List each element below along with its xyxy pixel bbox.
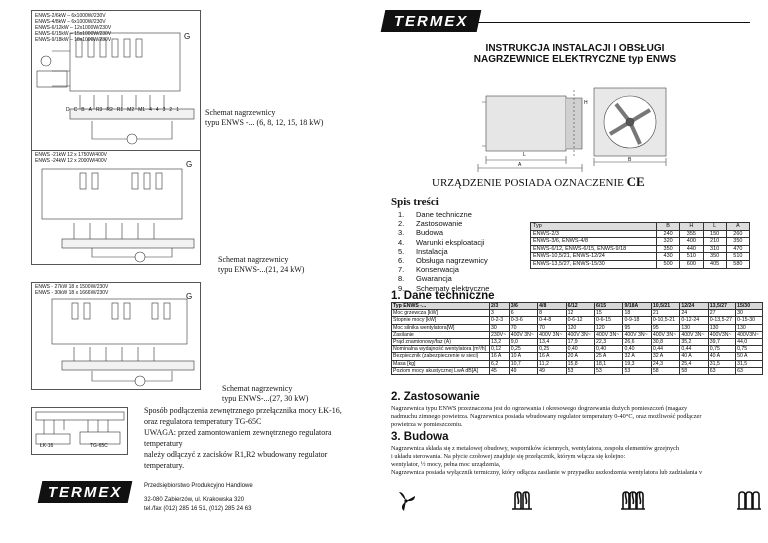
toc-item: 4. Warunki eksploatacji [398, 237, 485, 247]
spec-cell: 18 [623, 310, 651, 317]
toc-item: 9. Schematy elektryczne [398, 283, 490, 293]
spec-cell: 13,4 [538, 339, 566, 346]
spec-row-label: Masa [kg] [392, 360, 490, 367]
spec-cell: 400V 3N~ [566, 331, 594, 338]
ce-mark: CE [626, 174, 645, 189]
spec-cell: 0,40 [595, 346, 623, 353]
fan-icon [395, 490, 417, 512]
toc-item: 8. Gwarancja [398, 274, 452, 284]
spec-cell: 8 [538, 310, 566, 317]
spec-cell: 27 [708, 310, 735, 317]
full-power-heater-icon [619, 489, 647, 511]
spec-cell: 400V 3N~ [623, 331, 651, 338]
spec-cell: 24,3 [651, 360, 679, 367]
section-3-text: Nagrzewnica składa się z metalowej obudowy, wsporników ściennych, wentylatora, zespołu elementów grzejnych i układu sterowania. Na płycie czołowej znajduje się przełącznik, którym włącza się kolejno: wentylator, ½ mocy, pełna moc urządzenia, Nagrzewnica posiada wyłącznik termiczny, który odłącza zasilanie w przypadku uszkodzenia wentylatora lub zadziałania v [391, 445, 703, 476]
table-row: ENWS-10,5/21, ENWS-12/24 430 510 350 510 [531, 253, 750, 261]
spec-cell: 40 A [680, 353, 708, 360]
section-2-text: Nagrzewnica typu ENWS przeznaczona jest do ogrzewania i okresowego dogrzewania dużych pomieszczeń (magazy nadmuchu zimnego powietrza. Nagrzewnica posiada wbudowany regulator temperatury 0-40°C, oraz możliwość podłączer powietrza w pomieszczeniu. [391, 405, 702, 428]
table-row: ENWS-13,5/27, ENWS-15/30 500 600 405 580 [531, 260, 750, 268]
spec-cell: 25 A [595, 353, 623, 360]
spec-cell: 16 A [490, 353, 510, 360]
toc-item: 2. Zastosowanie [398, 219, 463, 229]
header-logo: TERMEX [381, 10, 482, 32]
spec-header-type: Typ ENWS -... [392, 303, 490, 310]
thermal-cutout-icon [735, 489, 763, 511]
spec-cell: 0,40 [566, 346, 594, 353]
toc-item: 5. Instalacja [398, 246, 448, 256]
spec-table [391, 302, 763, 375]
dim-l: L [523, 152, 526, 158]
spec-cell: 49 [509, 367, 537, 374]
spec-cell: 53 [566, 367, 594, 374]
table-row [392, 360, 763, 367]
table-row [392, 339, 763, 346]
spec-cell: 3 [490, 310, 510, 317]
spec-cell: 58 [680, 367, 708, 374]
diagram3-legend: ENWS - 27kW 18 x 1500W/230V ENWS - 30kW 18 x 1666W/230V [35, 284, 109, 296]
spec-cell: 400V3N~ [736, 331, 763, 338]
spec-row-label: Stopnie mocy [kW] [392, 317, 490, 324]
spec-cell: 30 [490, 324, 510, 331]
spec-cell: 400V 3N~ [538, 331, 566, 338]
spec-header-cell: 9/18A [623, 303, 651, 310]
spec-header-cell: 2/3 [490, 303, 510, 310]
spec-cell: 44,0 [736, 339, 763, 346]
spec-cell: 35,2 [680, 339, 708, 346]
regulator-label-tg65c: TG-65C [90, 443, 108, 449]
spec-cell: 6 [509, 310, 537, 317]
spec-cell: 0,12 [490, 346, 510, 353]
doc-title: INSTRUKCJA INSTALACJI I OBSŁUGI NAGRZEWNICE ELEKTRYCZNE typ ENWS [473, 43, 677, 65]
footer-logo: TERMEX [38, 481, 133, 503]
spec-cell: 6,2 [490, 360, 510, 367]
spec-cell: 18,1 [595, 360, 623, 367]
spec-cell: 9,0 [509, 339, 537, 346]
spec-cell: 130 [736, 324, 763, 331]
spec-cell: 120 [566, 324, 594, 331]
spec-cell: 24 [680, 310, 708, 317]
table-row [392, 346, 763, 353]
spec-cell: 30 [736, 310, 763, 317]
spec-cell: 15,8 [566, 360, 594, 367]
dim-b: B [628, 157, 632, 163]
dimensions-table [530, 222, 750, 269]
spec-cell: 0-9-18 [623, 317, 651, 324]
header-rule [478, 22, 750, 23]
spec-cell: 63 [708, 367, 735, 374]
spec-cell: 0-4-8 [538, 317, 566, 324]
spec-row-label: Zasilanie [392, 331, 490, 338]
spec-cell: 70 [509, 324, 537, 331]
spec-cell: 70 [538, 324, 566, 331]
spec-header-cell: 15/30 [736, 303, 763, 310]
spec-row-label: Poziom mocy akustycznej LwA dB[A] [392, 367, 490, 374]
table-row: ENWS-3/6, ENWS-4/8 320 400 210 350 [531, 238, 750, 246]
table-row [392, 310, 763, 317]
spec-cell: 11,2 [538, 360, 566, 367]
spec-cell: 22,3 [595, 339, 623, 346]
diagram1-terminals: D C B A R3 R2 R1 M2 M1 4 4 3 2 1 [66, 107, 179, 113]
spec-header-cell: 10,5/21 [651, 303, 679, 310]
spec-cell: 0,40 [623, 346, 651, 353]
spec-cell: 400V3N~ [708, 331, 735, 338]
spec-cell: 58 [651, 367, 679, 374]
spec-cell: 16 A [538, 353, 566, 360]
spec-header-cell: 6/15 [595, 303, 623, 310]
spec-cell: 0-6-12 [566, 317, 594, 324]
spec-cell: 20 A [566, 353, 594, 360]
spec-cell: 95 [651, 324, 679, 331]
toc-item: 7. Konserwacja [398, 265, 459, 275]
spec-row-label: Bezpiecznik (zabezpieczenie w sieci) [392, 353, 490, 360]
spec-cell: 21 [651, 310, 679, 317]
spec-cell: 12 [566, 310, 594, 317]
connection-note: Sposób podłączenia zewnętrznego przełącznika mocy ŁK-16, oraz regulatora temperatury TG-65C UWAGA: przed zamontowaniem zewnętrznego regulatora temperatury należy odłączyć z zacisków R1,R2 wbudowany regulator temperatury. [144, 406, 342, 470]
spec-cell: 40 A [708, 353, 735, 360]
spec-cell: 230V~ [490, 331, 510, 338]
spec-cell: 130 [680, 324, 708, 331]
toc-item: 3. Budowa [398, 228, 444, 238]
table-row [392, 353, 763, 360]
spec-cell: 63 [736, 367, 763, 374]
spec-cell: 31,5 [708, 360, 735, 367]
section-2-title: 2. Zastosowanie [391, 391, 480, 403]
spec-cell: 32 A [651, 353, 679, 360]
table-row [392, 317, 763, 324]
dim-a: A [518, 162, 522, 168]
table-row [392, 303, 763, 310]
toc-title: Spis treści [391, 196, 439, 208]
spec-row-label: Prąd znamionowy/faz (A) [392, 339, 490, 346]
spec-cell: 39,7 [708, 339, 735, 346]
spec-cell: 53 [623, 367, 651, 374]
wiring-diagram-2 [31, 150, 201, 265]
spec-cell: 400V 3N~ [509, 331, 537, 338]
spec-cell: 0,25 [538, 346, 566, 353]
spec-cell: 0,44 [680, 346, 708, 353]
spec-row-label: Nominalna wydajność wentylatora [m³/h] [392, 346, 490, 353]
spec-cell: 53 [595, 367, 623, 374]
diagram1-legend: ENWS-2/6kW – 6x1000W/230V ENWS-4/8kW – 6x1000W/230V ENWS-6/12kW – 12x1000W/230V ENWS-6/15kW – 15x1000W/230V ENWS-9/18kW – 18x1000W/230V [35, 13, 112, 43]
spec-cell: 0,44 [651, 346, 679, 353]
table-row: Typ B H L A [531, 223, 750, 231]
table-row [392, 367, 763, 374]
spec-cell: 50 A [736, 353, 763, 360]
table-row [392, 324, 763, 331]
spec-cell: 0-6-15 [595, 317, 623, 324]
diagram3-caption: Schemat nagrzewnicy typu ENWS-...(27, 30 kW) [222, 384, 309, 403]
diagram2-legend: ENWS -21kW 12 x 1750W/400V ENWS -24kW 12 x 2000W/400V [35, 152, 107, 164]
spec-cell: 32 A [623, 353, 651, 360]
diagram2-label-g: G [186, 160, 193, 169]
diagram1-label-g: G [184, 32, 191, 41]
spec-cell: 0-3-6 [509, 317, 537, 324]
spec-row-label: Moc grzewcza [kW] [392, 310, 490, 317]
dim-h: H [584, 100, 588, 106]
company-info: Przedsiębiorstwo Produkcyjno Handlowe 32-080 Zabierzów, ul. Krakowska 320 tel./fax (012) 285 16 51, (012) 285 24 63 [144, 483, 253, 512]
spec-cell: 0-10,5-21 [651, 317, 679, 324]
device-drawing [470, 76, 710, 176]
diagram2-caption: Schemat nagrzewnicy typu ENWS-...(21, 24 kW) [218, 255, 305, 274]
spec-cell: 0,75 [708, 346, 735, 353]
regulator-label-lk16: ŁK-16 [40, 443, 54, 449]
spec-cell: 31,5 [736, 360, 763, 367]
spec-cell: 0,25 [509, 346, 537, 353]
ce-statement: URZĄDZENIE POSIADA OZNACZENIE CE [432, 174, 645, 189]
table-row: ENWS-6/12, ENWS-6/15, ENWS-9/18 350 440 310 470 [531, 245, 750, 253]
spec-cell: 0-12-24 [680, 317, 708, 324]
toc-list [398, 210, 489, 293]
spec-cell: 19,3 [623, 360, 651, 367]
table-row: ENWS-2/3 240 355 150 260 [531, 230, 750, 238]
spec-cell: 15 [595, 310, 623, 317]
spec-header-cell: 12/24 [680, 303, 708, 310]
spec-cell: 17,9 [566, 339, 594, 346]
spec-cell: 0-2-3 [490, 317, 510, 324]
spec-cell: 13,2 [490, 339, 510, 346]
spec-header-cell: 3/6 [509, 303, 537, 310]
spec-cell: 25,4 [680, 360, 708, 367]
toc-item: 1. Dane techniczne [398, 210, 472, 219]
spec-cell: 400V 3N~ [680, 331, 708, 338]
spec-cell: 45 [490, 367, 510, 374]
half-power-heater-icon [510, 489, 534, 511]
spec-header-cell: 6/12 [566, 303, 594, 310]
spec-cell: 30,8 [651, 339, 679, 346]
diagram1-caption: Schemat nagrzewnicy typu ENWS -... (6, 8, 12, 15, 18 kW) [205, 108, 324, 127]
spec-cell: 10,7 [509, 360, 537, 367]
section-1-title: 1. Dane techniczne [391, 290, 495, 302]
wiring-diagram-3 [31, 282, 201, 390]
spec-cell: 10 A [509, 353, 537, 360]
spec-cell: 95 [623, 324, 651, 331]
spec-cell: 26,6 [623, 339, 651, 346]
spec-cell: 400V 3N~ [595, 331, 623, 338]
table-row [392, 331, 763, 338]
spec-row-label: Moc silnika wentylatora[W] [392, 324, 490, 331]
spec-header-cell: 4/8 [538, 303, 566, 310]
spec-header-cell: 13,5/27 [708, 303, 735, 310]
spec-cell: 49 [538, 367, 566, 374]
spec-cell: 130 [708, 324, 735, 331]
spec-cell: 120 [595, 324, 623, 331]
spec-cell: 400V 3N~ [651, 331, 679, 338]
spec-cell: 0-15-30 [736, 317, 763, 324]
diagram3-label-g: G [186, 292, 193, 301]
spec-cell: 0-13,5-27 [708, 317, 735, 324]
toc-item: 6. Obsługa nagrzewnicy [398, 256, 488, 266]
section-3-title: 3. Budowa [391, 431, 449, 443]
spec-cell: 0,75 [736, 346, 763, 353]
